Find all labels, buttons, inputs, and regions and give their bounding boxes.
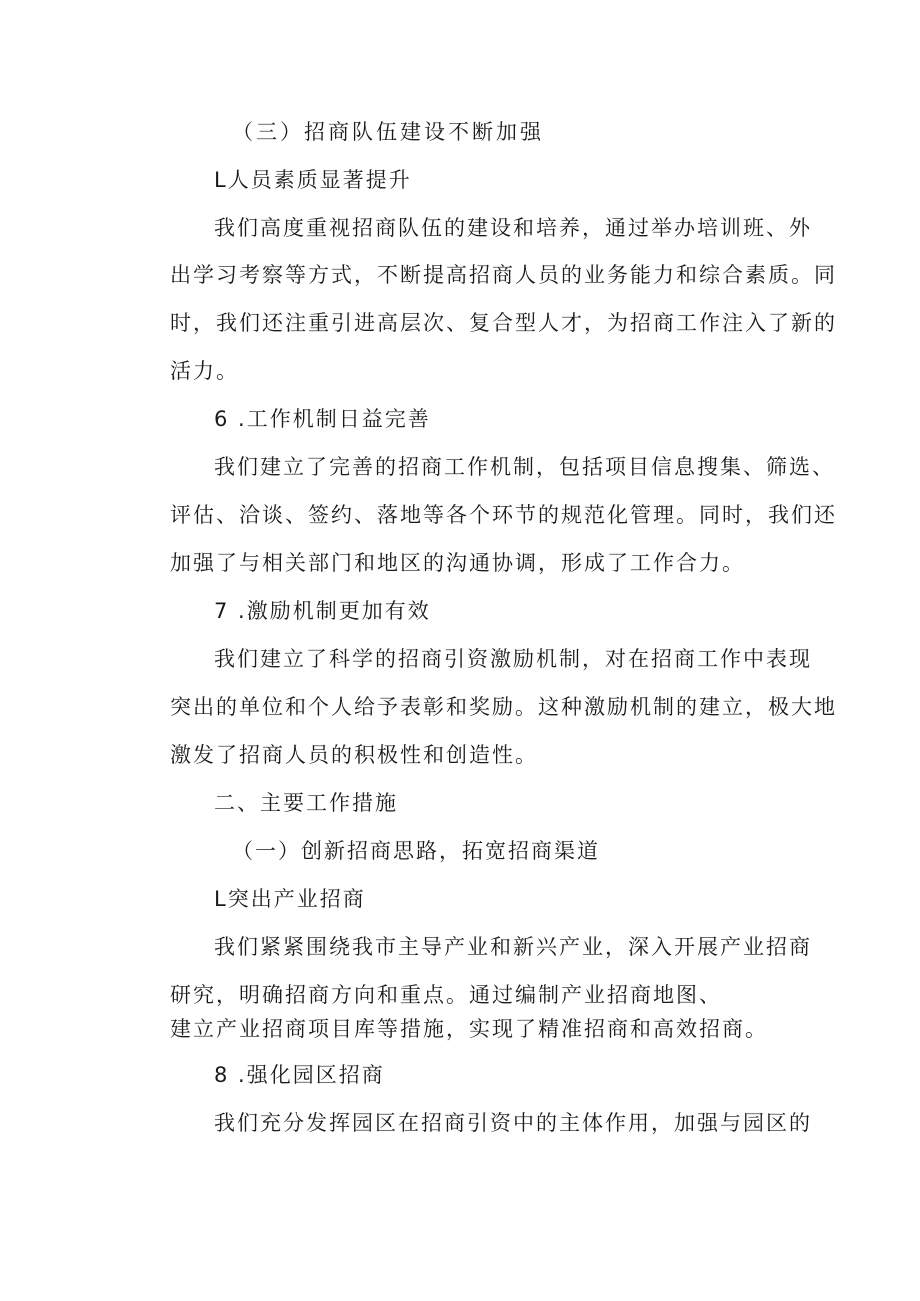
- section-heading-main-measures: 二、主要工作措施: [214, 791, 398, 815]
- paragraph-line: 评估、洽谈、签约、落地等各个环节的规范化管理。同时，我们还: [170, 503, 837, 527]
- subheading-work-mechanism: 6 .工作机制日益完善: [214, 407, 431, 431]
- paragraph-line: 激发了招商人员的积极性和创造性。: [170, 743, 538, 767]
- paragraph-line: 我们高度重视招商队伍的建设和培养，通过举办培训班、外: [214, 216, 812, 240]
- paragraph-line: 我们充分发挥园区在招商引资中的主体作用，加强与园区的: [214, 1111, 812, 1135]
- section-heading-innovation: （一）创新招商思路，拓宽招商渠道: [232, 839, 600, 863]
- subheading-incentive-mechanism: 7 .激励机制更加有效: [214, 599, 431, 623]
- paragraph-line: 我们紧紧围绕我市主导产业和新兴产业，深入开展产业招商: [214, 935, 812, 959]
- paragraph-line: 突出的单位和个人给予表彰和奖励。这种激励机制的建立，极大地: [170, 695, 837, 719]
- paragraph-line: 我们建立了完善的招商工作机制，包括项目信息搜集、筛选、: [214, 455, 835, 479]
- subheading-park-investment: 8 .强化园区招商: [214, 1063, 385, 1087]
- section-heading-team-building: （三）招商队伍建设不断加强: [232, 120, 544, 144]
- paragraph-line: 活力。: [170, 359, 239, 383]
- paragraph-line: 建立产业招商项目库等措施，实现了精准招商和高效招商。: [170, 1017, 768, 1041]
- paragraph-line: 我们建立了科学的招商引资激励机制，对在招商工作中表现: [214, 647, 812, 671]
- paragraph-line: 出学习考察等方式，不断提高招商人员的业务能力和综合素质。同: [170, 263, 837, 287]
- subheading-personnel-quality: L人员素质显著提升: [214, 168, 412, 192]
- paragraph-line: 加强了与相关部门和地区的沟通协调，形成了工作合力。: [170, 551, 745, 575]
- subheading-industry-investment: L突出产业招商: [214, 887, 366, 911]
- paragraph-line: 时，我们还注重引进高层次、复合型人才，为招商工作注入了新的: [170, 311, 837, 335]
- paragraph-line: 研究，明确招商方向和重点。通过编制产业招商地图、: [170, 983, 722, 1007]
